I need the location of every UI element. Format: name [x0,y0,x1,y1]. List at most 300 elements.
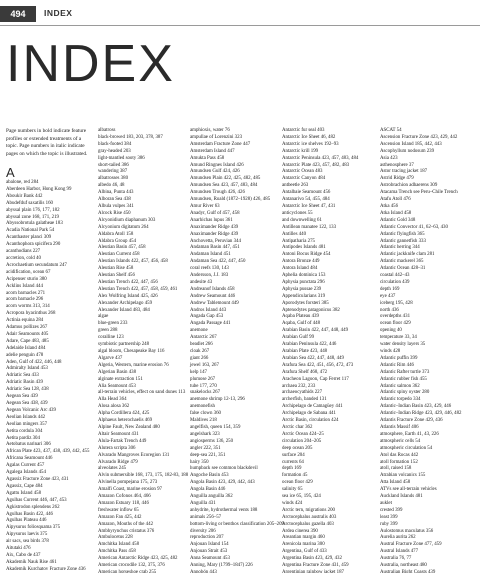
index-entry: acorn barnacles 271 [6,290,46,296]
index-entry: Alboran Sea 438 [98,197,131,203]
index-entry: Antarctic Ocean 483 [282,169,323,175]
index-entry: Ardea cinerea 390 [282,528,318,534]
index-entry: circulation 439 [380,279,410,285]
index-entry: Antarctic Ice Sheet 46, 482 [282,134,336,140]
index-entry: Antanarivo 54, 455, 484 [282,197,330,203]
index-entry: algae [98,314,109,320]
index-entry: sea ice 65, 195, 424 [282,494,321,500]
index-entry: acorn barnacle 296 [6,297,44,303]
index-entry: Alia Seamount 453 [98,383,136,389]
index-entry: Amazon Cofonos 464, 466 [98,494,151,500]
index-entry: coral reefs 130, 143 [190,266,229,272]
index-entry: Atlantis Fracture Zone 429, 436 [380,418,443,424]
index-entry: Arabian Gulf 99 [282,335,315,341]
letter-heading-a: A [6,165,15,180]
index-entry: abalone, red 284 [6,180,39,185]
index-entry: Acipenser sturio 380 [6,276,47,282]
page-number: 494 [0,6,36,22]
index-entry: acorn worms 313, 314 [6,304,50,310]
index-entry: Albula vulpes 341 [98,203,134,209]
index-entry: Aphysia pussae 239 [282,286,322,292]
index-entry: Atrabian volcanics 155 [380,473,426,479]
index-entry: wandering 387 [98,169,128,175]
index-entry: false clown 360 [190,411,221,417]
index-entry: Anaximander Ridge 439 [190,231,239,237]
index-entry: ATVs see all-terrain vehicles [380,487,437,493]
index-entry: Angada Passage 441 [190,321,231,327]
index-entry: Agulhas Plateau 446 [6,518,47,524]
index-entry: Auckland Islands 481 [380,494,423,500]
index-entry: Arafura Shelf 468, 472 [282,369,328,375]
index-entry: Atacama Trench see Peru–Chile Trench [380,190,458,196]
index-entry: Akademik Kurchatov Fracture Zone 436 [6,566,86,572]
index-entry: Andros Island 443 [190,307,227,313]
index-entry: blue-green 233 [98,321,128,327]
index-entry: Amchitka Pass 458 [98,549,136,555]
index-entry: Antarctic fur seal 403 [282,128,325,133]
index-entry: Algarve 437 [98,355,123,361]
index-entry: Atlantic Ocean 428–31 [380,266,426,272]
index-entry: Anjouan Strait 453 [190,549,228,555]
index-entry: Aleutian Shelf 456 [98,273,135,279]
index-entry: albedo 46, 48 [98,183,125,189]
index-entry: Austral Fracture Zone 477, 459 [380,542,442,548]
index-entry: water density layers 35 [380,342,426,348]
index-entry: Antalbaie Seamount 456 [282,190,331,196]
index-entry: Ascension Island 185, 442, 443 [380,141,442,147]
index-title: INDEX [6,35,175,93]
index-entry: Aeolian mingers 357 [6,421,48,427]
index-entry: Alex Wolfring Island 425, 426 [98,293,158,299]
index-entry: Agalega Islands 454 [6,470,46,476]
index-entry: Altair Seamount 431 [98,431,139,437]
index-entry: Amazon Fan 425, 442 [98,514,142,520]
intro-note: Page numbers in bold indicate feature profiles or extended treatments of a topic. Page numbers in italic indicate pages on which the topic is illustrated. [6,128,88,157]
index-entry: Amchitka Island 458 [98,542,140,548]
index-entry: Antarctic ice shelves 192–93 [282,141,339,147]
index-entry: Annobón 443 [190,570,217,573]
index-entry: Adair Seamounts 405 [6,331,49,337]
index-entry: Antarctic Peninsula 423, 457, 483, 484 [282,155,359,161]
index-entry: cloak 267 [190,349,210,354]
index-entry: Adriatic Basin 439 [6,380,43,386]
index-entry: least 399 [380,514,398,520]
index-entry: Anguilla anguilla 362 [190,494,233,500]
index-entry: black-footed 384 [98,141,132,147]
index-entry: Aldabra Group 454 [98,238,137,244]
index-entry: Agassiz Fracture Zone 423, 431 [6,476,69,482]
index-entry: amphioxis, water 76 [190,128,230,133]
index-entry: Aix, Cabo de 437 [6,552,41,558]
index-entry: Aphysia punctata 296 [282,279,325,285]
index-entry: abyssal plain 176, 177, 182 [6,207,60,213]
index-entry: Aberdeen Harbor, Hong Kong 99 [6,186,72,192]
index-entry: anemone [190,328,208,334]
index-entry: snakelocks 267 [190,390,221,396]
index-entry: Atol das Rocas 442 [380,452,419,458]
index-entry: Alutera scripta 306 [98,445,136,451]
index-entry: andesite 43 [190,279,213,285]
index-entry: Algerian Basin 438 [98,369,137,375]
index-entry: atmosphere, Earth 41, 43, 226 [380,431,439,437]
index-entry: Aipysurus laevis 375 [6,532,48,538]
index-entry: Aqaba, Gulf of 448 [282,321,321,327]
index-entry: Andrew Tablemount 449 [190,300,239,306]
index-entry: Alpha Cordillera 424, 425 [98,411,150,417]
index-entry: Aegean Sea 438, 439 [6,401,48,406]
index-entry: Abudefduf saxatilis 160 [6,200,53,206]
index-entry: Agalas Current 457 [6,463,45,469]
index-entry: giant 266 [190,355,209,361]
index-entry: Agulhas Current 446, 447, 453 [6,497,67,503]
index-entry: Antora Island 484 [282,266,318,272]
index-entry: Alcyonium digitatum 264 [98,224,149,230]
index-entry: plumose 267 [190,376,216,382]
index-entry: Aden, Gulf of 422, 446, 448 [6,359,62,365]
index-entry: Aracheon Lagoon, Cap Ferret 117 [282,376,349,382]
index-entry: atoll formation 152 [380,459,418,465]
index-entry: Amundsen Gulf 424, 426 [190,169,240,175]
index-entry: Atlantic mackerel 365 [380,259,424,265]
index-entry: deep ocean 205 [282,445,313,451]
index-entry: depth 169 [282,466,302,472]
index-entry: Aldabra Atoll 158 [98,231,134,237]
index-entry: Archipelago de Camagüey 441 [282,404,343,410]
index-entry: asthenosphere 37 [380,162,414,168]
index-entry: temperature 33, 34 [380,335,417,341]
index-entry: Alcyonidium diaphanum 303 [98,217,156,223]
index-entry: all-terrain vehicles, effect on sand dunes 113 [98,390,186,396]
index-entry: overdepths 431 [380,314,411,320]
index-entry: Atlantic flyingfish 365 [380,231,425,237]
index-entry: African Plate 423, 437, 438, 439, 442, 455 [6,449,90,455]
index-entry: Andersson, J.J. 183 [190,273,229,279]
index-entry: Alvin submersible 168, 173, 175, 182-83, 188 [98,473,189,479]
index-entry: Atlantic torpedo 334 [380,397,421,403]
index-entry: Antoni Bocus Ridge 454 [282,252,331,258]
index-entry: Arabian Peninsula 422, 446 [282,342,337,348]
index-entry: Areantian margin 460 [282,535,325,541]
index-entry: Angoche Basin 453 [190,473,229,479]
index-entry: coralline 123 [98,335,124,341]
index-entry: air sacs, sea birds 378 [6,539,49,545]
index-entry: Arctic Ocean 424–25 [282,431,324,437]
index-entry: albatrosses 380 [98,176,129,182]
index-entry: ocean floor 429 [282,480,313,486]
index-entry: Appendicularians 319 [282,293,326,299]
index-entry: Agassiz, Cape 484 [6,483,43,489]
index-entry: winds 424 [282,500,303,506]
index-entry: Amukta Pass 458 [190,155,225,161]
index-entry: symbiotic partnership 248 [98,342,150,348]
index-entry: Adelaide Island 484 [6,345,46,351]
index-entry: Aptenodytes patagonicus 382 [282,307,340,313]
index-entry: Aqaba Plateau 439 [282,314,319,320]
index-entry: Atlantic Convector 41, 62–63, 430 [380,224,448,230]
index-entry: anhydrite, hydrothermal vents 188 [190,507,258,513]
index-entry: archaea 232, 233 [282,383,316,389]
index-entry: Australian Bight Coasts 439 [380,570,436,573]
index-entry: Acropora hyacinthus 268 [6,311,56,317]
index-entry: Algeria, Western, marine erosion 76 [98,362,169,368]
index-entry: Aporodytes forsteri 385 [282,300,329,306]
index-entry: short-tailed 386 [98,162,129,168]
index-column-3 [190,128,284,573]
index-entry: Australia 76, 77 [380,556,412,562]
index-entry: surface 204 [282,452,305,458]
index-entry: Maldives 218 [190,418,217,424]
index-entry: Adriatic Sea 128, 438 [6,387,49,393]
index-entry: Atlantic Rim 446 [380,362,414,368]
index-entry: Aleutian Trench 422, 447, 456 [98,279,158,285]
index-entry: angelfish, queen 154, 359 [190,424,241,430]
index-entry: winds 428 [380,349,401,354]
index-entry: Amazon Estuary 118, 446 [98,500,149,506]
index-entry: alginate extraction 151 [98,376,143,382]
index-entry: Anaximander Ridge 439 [190,224,239,230]
index-entry: opening 40 [380,328,402,334]
index-entry: Antarctic krill 199 [282,148,319,154]
index-entry: Angola Basin 423, 429, 442, 443 [190,480,255,486]
index-entry: Adamus pollizes 267 [6,325,48,331]
index-entry: humpback see common blackdevil [190,466,258,472]
index-entry: Ascophyllum nodosum 239 [380,148,435,154]
index-entry: Astrobrachion adhaerens 309 [380,183,438,189]
index-entry: Antipodes Islands 481 [282,245,326,251]
index-entry: Arabian Sea 422, 447, 448, 449 [282,355,344,361]
index-entry: Admiralty Island 453 [6,366,48,372]
index-entry: Aipysurus foliosquama 375 [6,525,61,531]
index-entry: Antarctic Ice Sheet 47, 431 [282,203,336,209]
index-entry: formation 45 [282,473,308,479]
page-header [0,0,480,26]
index-entry: ASCAT 54 [380,128,402,133]
index-entry: Acadia National Park 54 [6,228,55,234]
index-entry: beadlet 266 [190,342,213,348]
index-entry: Atlantic herring 344 [380,245,420,251]
index-entry: Antora Bronze 449 [282,259,320,265]
index-entry: jewel 163, 267 [190,362,219,368]
index-entry: Aurelia aurita 262 [380,535,416,541]
index-entry: Aleutian Trench 422, 457, 458, 459, 461 [98,286,178,292]
index-entry: animals 256–57 [190,514,222,520]
index-entry: Alula-Fartak Trench 449 [98,438,147,444]
index-entry: accretion, cold 40 [6,255,41,261]
index-entry: Abyssobrotula galatheae 183 [6,221,63,227]
index-entry: Atlantic Gold 348 [380,217,416,223]
index-column-4 [282,128,370,573]
index-entry: Andreanof Islands 458 [190,286,235,292]
index-entry: Alpine Fault, New Zealand 480 [98,424,160,430]
index-entry: iceberg 195, 428 [380,300,413,306]
index-entry: anemonefish [190,404,215,410]
index-entry: Arenicola marina 300 [282,542,325,548]
index-entry: abyssal zone 168, 171, 219 [6,214,59,220]
index-entry: Argentina, Gulf of 433 [282,549,327,555]
index-entry: Alphaeus heterochaelis 469 [98,418,153,424]
index-entry: alveolates 245 [98,466,127,472]
index-column-2 [98,128,189,573]
index-entry: Anjouan Island 154 [190,542,229,548]
index-entry: Arafura Sea 422, 451, 456, 472, 473 [282,362,354,368]
index-entry: Antarctic 267 [190,335,217,341]
index-entry: Antillean manatee 122, 133 [282,224,337,230]
index-entry: Atafu Atoll 476 [380,197,411,203]
index-entry: Arctic char 362 [282,424,313,430]
index-entry: Amsterdam Fracture Zone 447 [190,141,251,147]
index-entry: ocean floor 429 [380,321,411,327]
index-entry: Aeolian Islands 442 [6,414,46,420]
index-entry: adelie penguin 478 [6,352,44,358]
index-entry: atoll, raised 158 [380,466,412,472]
index-entry: and downwelling 61 [282,217,322,223]
index-entry: Arabian Basin 422, 447, 448, 449 [282,328,349,334]
index-entry: diversity 206 [190,528,216,534]
index-entry: Andrew Seamount 446 [190,293,236,299]
index-entry: Acanthaster planci 309 [6,235,52,241]
index-entry: Albina, Punta 443 [98,190,134,196]
index-entry: angler 222, 351 [190,445,221,451]
index-entry: light-mantled sooty 386 [98,155,145,161]
index-entry: north 436 [380,307,399,313]
index-entry: antbeetle 263 [282,183,309,189]
index-entry: Atlantic–Indian Ridge 423, 429, 446, 482 [380,411,462,417]
index-column-5 [380,128,476,573]
index-entry: deep-sea 221, 351 [190,452,226,458]
index-entry: Atlantic rubber fish 455 [380,376,427,382]
index-entry: angiosperms 136, 250 [190,438,234,444]
index-entry: Amund Ringnes Island 426 [190,162,244,168]
index-entry: Aetobatus narinari 306 [6,442,51,448]
index-entry: Aleutian Basin 457, 458 [98,245,146,251]
index-entry: Arctocephalus gazella 403 [282,521,334,527]
index-entry: Alvinella pompejana 175, 273 [98,480,158,486]
index-entry: Archipelago de Sabana 441 [282,411,336,417]
index-entry: Amalfi Coast, marine erosion 97 [98,487,162,493]
index-entry: Agulhas Basin 422, 446 [6,511,54,517]
index-entry: Aboukir Bank 442 [6,193,43,199]
index-entry: angelshark 323 [190,431,220,437]
index-entry: Atta Island 458 [380,480,411,486]
index-entry: Anadyr, Gulf of 457, 458 [190,210,240,216]
index-entry: Antarctic Canyon 484 [282,176,326,182]
index-entry: Atlantic puffin 399 [380,355,418,361]
index-entry: Arabian Plate 423, 448 [282,349,328,354]
index-entry: Amur River 63 [190,203,220,209]
index-entry: anticyclones 55 [282,210,313,216]
index-entry: Alvarado Mangroves Ecoregion 131 [98,452,170,458]
index-entry: Atlantic Rafter turtle 373 [380,369,430,375]
index-entry: Acklins Island 444 [6,283,43,289]
index-entry: Anchovetta, Peruvian 344 [190,238,241,244]
index-entry: Ambulocetus 228 [98,535,133,541]
index-entry: archaeocyathids 227 [282,390,323,396]
index-entry: Acrochaetium secundatum 247 [6,262,67,268]
index-entry: Ambhyrynchus cristatus 376 [98,528,155,534]
index-entry: Aphelia dominica 153 [282,273,326,279]
index-entry: Astor tracing jacket 187 [380,169,428,175]
index-column-1 [6,180,88,573]
index-entry: Aleutian Rise 458 [98,266,134,272]
index-entry: Arctic Basin, circulation 424 [282,418,339,424]
index-entry: Agattu Island 458 [6,490,42,496]
index-entry: Andaman Sea 422, 447, 450 [190,259,246,265]
index-entry: algal bloom, Chesapeake Bay 116 [98,349,165,354]
index-entry: Aegean Sea 439 [6,394,38,400]
index-entry: American horseshoe crab 255 [98,570,157,573]
section-title: INDEX [44,8,73,18]
index-entry: salinity 65 [282,487,303,493]
index-entry: Argentina Basin 423, 429, 432 [282,556,342,562]
index-entry: Amundsen Sea 423, 457, 483, 484 [190,183,258,189]
index-entry: Alexander Archipelago 459 [98,300,153,306]
index-entry: Adriatic Sea 433 [6,373,39,379]
index-entry: Africana Seamount 446 [6,456,53,462]
index-entry: Acanthophora spicifera 290 [6,242,61,248]
index-entry: Aetita cordula 304 [6,428,43,434]
index-entry: reproduction 207 [190,535,224,541]
index-entry: Amundsen Plain 422, 425, 482, 485 [190,176,261,182]
index-entry: circulation 204–205 [282,438,322,444]
index-entry: Anna Seamount 453 [190,556,230,562]
index-entry: Anning, Mary (1799–1847) 226 [190,563,253,569]
index-entry: Anguilla 431 [190,500,216,506]
index-entry: Aitutaki 476 [6,546,31,552]
index-entry: Andaman Island 451 [190,252,231,258]
index-entry: Alosa alosa 362 [98,404,130,410]
index-entry: American Antarctic Ridge 423, 425, 482 [98,556,178,562]
index-entry: Atlantis Massif 406 [380,424,419,430]
index-entry: Atlantic jackknife clam 281 [380,252,435,258]
header-rule [0,25,480,26]
index-entry: Aulostomus maculatus 356 [380,528,434,534]
index-entry: Andaman Basin 447, 451 [190,245,240,251]
index-entry: Antarctic Plate 423, 457, 482, 483 [282,162,350,168]
index-entry: gray-headed 203 [98,148,131,154]
index-entry: Amsterdam Island 447 [190,148,235,154]
index-entry: Atka Island 458 [380,210,412,216]
index-entry: Aegean Volcanic Arc 439 [6,407,56,413]
index-entry: Agkistrodon splendens 262 [6,504,60,510]
index-entry: Anarhichas lupus 361 [190,217,233,223]
index-entry: ruby 399 [380,521,398,527]
index-entry: Alexander Island 483, 484 [98,307,150,313]
index-entry: Ascension Fracture Zone 423, 429, 442 [380,134,458,140]
index-entry: bottom-living or benthos classification 205–209 [190,521,284,527]
index-entry: Aetita pardiz 304 [6,435,40,441]
index-entry: Amazon, Mouths of the 442 [98,521,154,527]
index-entry: Actinia equina 284 [6,318,44,324]
index-entry: tube 177, 270 [190,383,217,389]
index-entry: auklet [380,500,392,506]
index-entry: coastal 442–43 [380,273,410,279]
index-entry: ampullae of Lorenzini 323 [190,134,243,140]
index-entry: Argentina Fracture Zone 431, 459 [282,563,349,569]
index-entry: Antilles 440 [282,231,307,237]
index-entry: Arctic tern, migrations 200 [282,507,335,513]
index-entry: Atlantic spiny oyster 280 [380,390,430,396]
index-entry: albatross [98,128,116,133]
index-entry: atmospheric circulation 54 [380,445,433,451]
index-entry: green 288 [98,328,118,334]
index-entry: freshwater inflow 65 [98,507,139,513]
index-entry: eye 437 [380,293,396,299]
index-entry: Asia 423 [380,155,398,161]
index-entry: Atlantic gannetfish 333 [380,238,426,244]
index-entry: acidification, ocean 67 [6,269,51,275]
index-entry: Aleutian Current 458 [98,252,140,258]
index-entry: Australia, northeast 480 [380,563,427,569]
